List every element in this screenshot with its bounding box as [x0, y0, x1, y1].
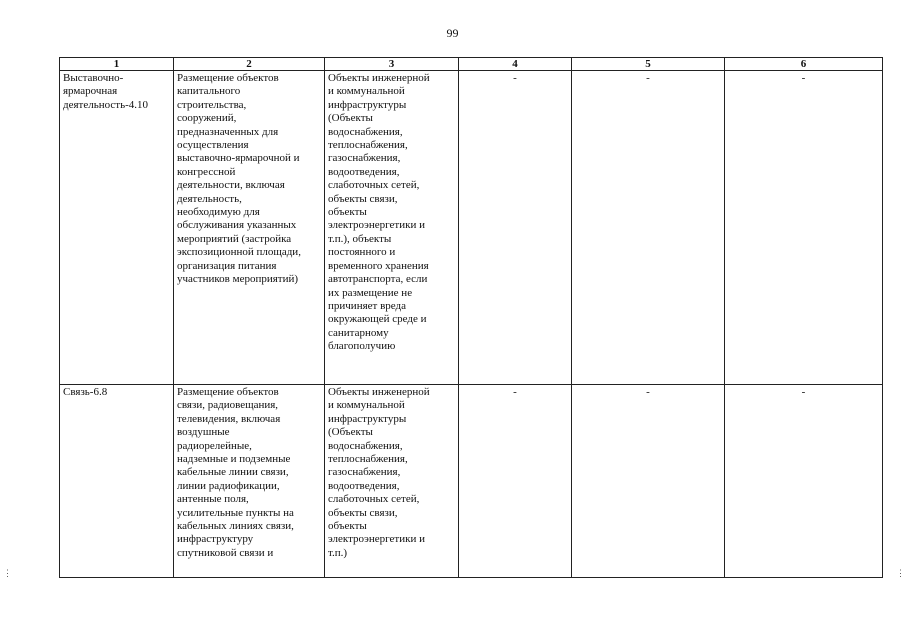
cell-text-line: теплоснабжения,	[328, 139, 408, 152]
cell-text-line: и коммунальной	[328, 85, 405, 98]
cell-text-line: капитального	[177, 85, 241, 98]
cell-text-line: объекты связи,	[328, 192, 398, 205]
cell-text-line: экспозиционной площади,	[177, 246, 301, 259]
page-number: 99	[446, 26, 459, 40]
row-2-col-2	[174, 385, 325, 578]
cell-text-line: деятельность-4.10	[63, 98, 149, 111]
row-1-col-1	[60, 71, 174, 385]
cell-text-line: участников мероприятий)	[177, 273, 299, 286]
table-row	[60, 385, 883, 578]
cell-text-line: ярмарочная	[63, 85, 118, 98]
header-col-6: 6	[725, 58, 883, 71]
cell-text-line: инфраструктуру	[177, 533, 254, 546]
cell-text-line: Размещение объектов	[177, 72, 279, 84]
cell-text-line: т.п.), объекты	[328, 232, 392, 245]
cell-text-line: газоснабжения,	[328, 466, 401, 479]
row-1-col-4: -	[459, 71, 572, 385]
row-2-col-4: -	[459, 385, 572, 578]
cell-text-line: инфраструктуры	[328, 98, 407, 111]
cell-text-line: водоснабжения,	[328, 439, 403, 452]
cell-text-line: антенные поля,	[177, 493, 249, 506]
cell-text-line: строительства,	[177, 98, 247, 111]
cell-text-line: надземные и подземные	[177, 453, 291, 466]
header-col-3: 3	[325, 58, 459, 71]
cell-text-line: теплоснабжения,	[328, 453, 408, 466]
cell-text-line: Связь-6.8	[63, 386, 108, 398]
header-col-4: 4	[459, 58, 572, 71]
cell-text-line: постоянного и	[328, 246, 396, 259]
cell-text-line: необходимую для	[177, 206, 260, 219]
cell-text-line: временного хранения	[328, 259, 429, 272]
header-col-1: 1	[60, 58, 174, 71]
cell-text-line: конгрессной	[177, 165, 236, 178]
table-row	[60, 71, 883, 385]
cell-text-line: окружающей среде и	[328, 313, 427, 326]
cell-text-line: Выставочно-	[63, 72, 124, 84]
cell-text-line: Объекты инженерной	[328, 386, 430, 398]
cell-text-line: объекты	[328, 206, 367, 219]
cell-text-line: электроэнергетики и	[328, 219, 425, 232]
cell-text-line: (Объекты	[328, 112, 373, 125]
cell-text-line: водоотведения,	[328, 479, 400, 492]
row-1-col-5: -	[572, 71, 725, 385]
cell-text-line: слаботочных сетей,	[328, 179, 420, 192]
land-use-table	[59, 57, 883, 578]
cell-text-line: инфраструктуры	[328, 412, 407, 425]
table-header-row	[60, 58, 883, 71]
scan-margin-mark-right: ⋮	[896, 568, 905, 578]
row-1-col-2	[174, 71, 325, 385]
cell-text-line: сооружений,	[177, 112, 237, 125]
cell-text-line: деятельности, включая	[177, 179, 285, 192]
row-1-col-3	[325, 71, 459, 385]
scan-margin-mark-left: ⋮	[3, 568, 12, 578]
row-2-col-5: -	[572, 385, 725, 578]
cell-text-line: объекты связи,	[328, 506, 398, 519]
cell-text-line: кабельных линиях связи,	[177, 520, 294, 533]
cell-text-line: автотранспорта, если	[328, 273, 428, 286]
row-2-col-6: -	[725, 385, 883, 578]
cell-text-line: кабельные линии связи,	[177, 466, 289, 479]
cell-text-line: выставочно-ярмарочной и	[177, 152, 300, 165]
cell-text-line: воздушные	[177, 426, 230, 439]
cell-text-line: линии радиофикации,	[177, 479, 280, 492]
cell-text-line: водоотведения,	[328, 165, 400, 178]
cell-text-line: (Объекты	[328, 426, 373, 439]
header-col-2: 2	[174, 58, 325, 71]
cell-text-line: слаботочных сетей,	[328, 493, 420, 506]
cell-text-line: деятельность,	[177, 192, 242, 205]
cell-text-line: телевидения, включая	[177, 412, 281, 425]
cell-text-line: т.п.)	[328, 546, 348, 559]
cell-text-line: Объекты инженерной	[328, 72, 430, 84]
row-2-col-3	[325, 385, 459, 578]
cell-text-line: газоснабжения,	[328, 152, 401, 165]
cell-text-line: радиорелейные,	[177, 439, 252, 452]
cell-text-line: объекты	[328, 520, 367, 533]
cell-text-line: их размещение не	[328, 286, 413, 299]
cell-text-line: санитарному	[328, 326, 389, 339]
cell-text-line: Размещение объектов	[177, 386, 279, 398]
header-col-5: 5	[572, 58, 725, 71]
cell-text-line: водоснабжения,	[328, 125, 403, 138]
cell-text-line: электроэнергетики и	[328, 533, 425, 546]
row-2-col-1	[60, 385, 174, 578]
cell-text-line: благополучию	[328, 340, 396, 353]
cell-text-line: обслуживания указанных	[177, 219, 297, 232]
cell-text-line: причиняет вреда	[328, 299, 406, 312]
cell-text-line: спутниковой связи и	[177, 546, 274, 559]
cell-text-line: осуществления	[177, 139, 249, 152]
row-1-col-6: -	[725, 71, 883, 385]
cell-text-line: связи, радиовещания,	[177, 399, 279, 412]
cell-text-line: мероприятий (застройка	[177, 232, 292, 245]
cell-text-line: и коммунальной	[328, 399, 405, 412]
cell-text-line: предназначенных для	[177, 125, 279, 138]
cell-text-line: усилительные пункты на	[177, 506, 294, 519]
cell-text-line: организация питания	[177, 259, 277, 272]
